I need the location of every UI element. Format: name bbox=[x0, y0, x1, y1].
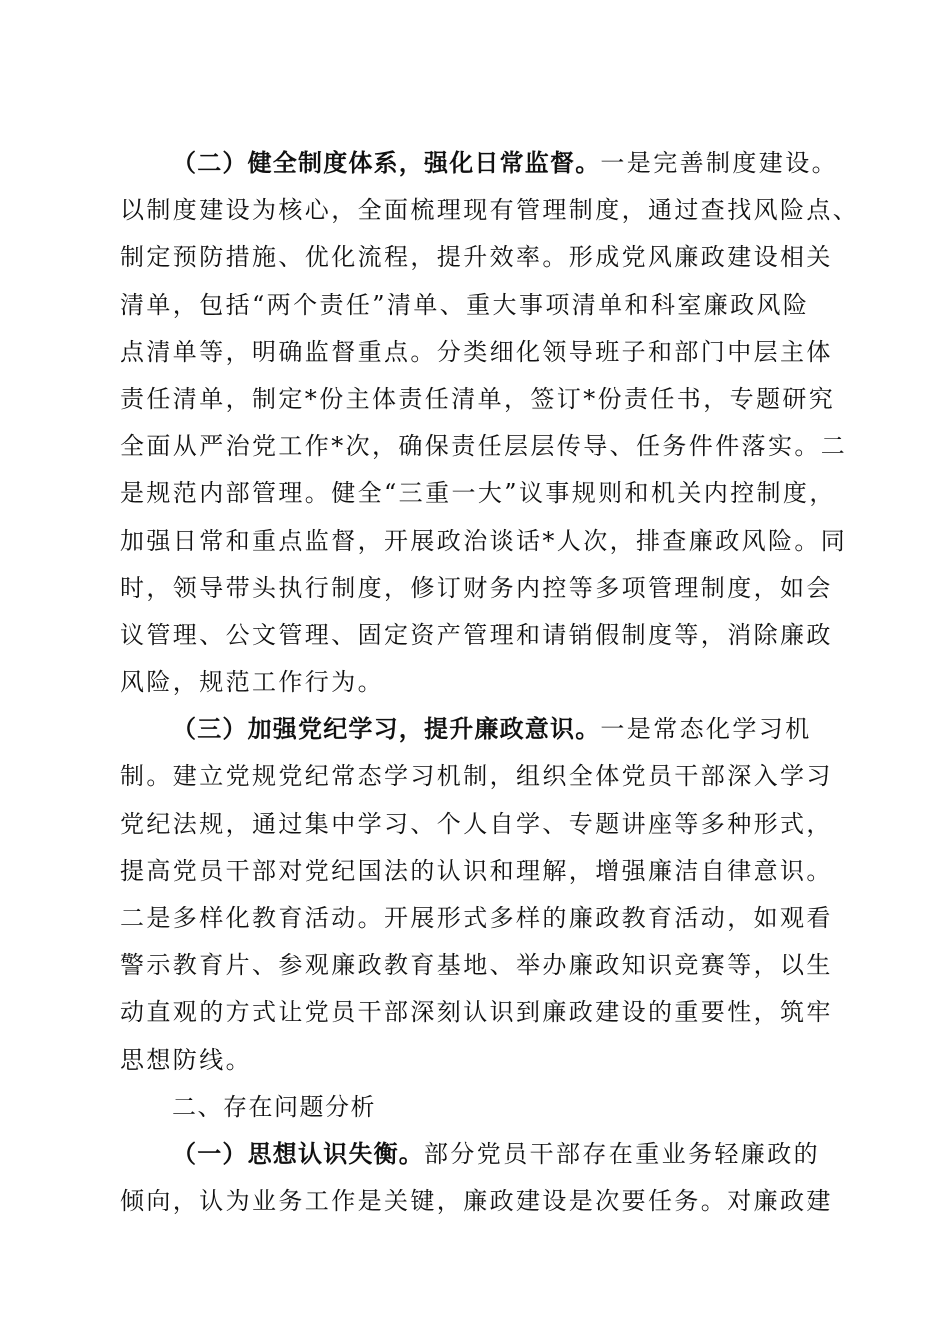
paragraph-line: 责任清单，制定*份主体责任清单，签订*份责任书，专题研究 bbox=[120, 384, 836, 413]
paragraph-line: 制。建立党规党纪常态学习机制，组织全体党员干部深入学习 bbox=[120, 762, 833, 791]
paragraph-line: 以制度建设为核心，全面梳理现有管理制度，通过查找风险点、 bbox=[120, 196, 860, 225]
paragraph-line: 思想防线。 bbox=[120, 1045, 252, 1074]
line-text: 部分党员干部存在重业务轻廉政的 bbox=[424, 1139, 820, 1168]
paragraph-line bbox=[120, 1131, 832, 1178]
paragraph-line: 提高党员干部对党纪国法的认识和理解，增强廉洁自律意识。 bbox=[120, 856, 833, 885]
paragraph-line: 动直观的方式让党员干部深刻认识到廉政建设的重要性，筑牢 bbox=[120, 998, 833, 1027]
paragraph-line: 二是多样化教育活动。开展形式多样的廉政教育活动，如观看 bbox=[120, 904, 833, 932]
section-heading: 二、存在问题分析 bbox=[172, 1092, 376, 1121]
document-body bbox=[120, 140, 860, 1225]
paragraph-line: 时，领导带头执行制度，修订财务内控等多项管理制度，如会 bbox=[120, 573, 833, 602]
paragraph-line: 清单，包括“两个责任”清单、重大事项清单和科室廉政风险 bbox=[120, 290, 810, 319]
line-text: 一是完善制度建设。 bbox=[600, 149, 839, 177]
paragraph-line: 是规范内部管理。健全“三重一大”议事规则和机关内控制度， bbox=[120, 479, 836, 508]
paragraph-line: 倾向，认为业务工作是关键，廉政建设是次要任务。对廉政建 bbox=[120, 1187, 833, 1216]
paragraph-line: 风险，规范工作行为。 bbox=[120, 668, 384, 697]
line-text: 一是常态化学习机 bbox=[600, 715, 812, 744]
section-lead: （三）加强党纪学习，提升廉政意识。 bbox=[172, 715, 601, 744]
paragraph-line: 议管理、公文管理、固定资产管理和请销假制度等，消除廉政 bbox=[120, 620, 833, 649]
paragraph-line: 点清单等，明确监督重点。分类细化领导班子和部门中层主体 bbox=[120, 337, 833, 366]
paragraph-line: 全面从严治党工作*次，确保责任层层传导、任务件件落实。二 bbox=[120, 432, 848, 461]
paragraph-line: 党纪法规，通过集中学习、个人自学、专题讲座等多种形式， bbox=[120, 809, 833, 838]
paragraph-line bbox=[120, 706, 832, 753]
paragraph-line: 警示教育片、参观廉政教育基地、举办廉政知识竞赛等，以生 bbox=[120, 951, 833, 980]
paragraph-line: 制定预防措施、优化流程，提升效率。形成党风廉政建设相关 bbox=[120, 243, 833, 272]
section-lead: （一）思想认识失衡。 bbox=[172, 1139, 424, 1168]
paragraph-line bbox=[120, 140, 839, 187]
paragraph-line: 加强日常和重点监督，开展政治谈话*人次，排查廉政风险。同 bbox=[120, 526, 848, 555]
section-lead: （二）健全制度体系，强化日常监督。 bbox=[172, 149, 601, 177]
